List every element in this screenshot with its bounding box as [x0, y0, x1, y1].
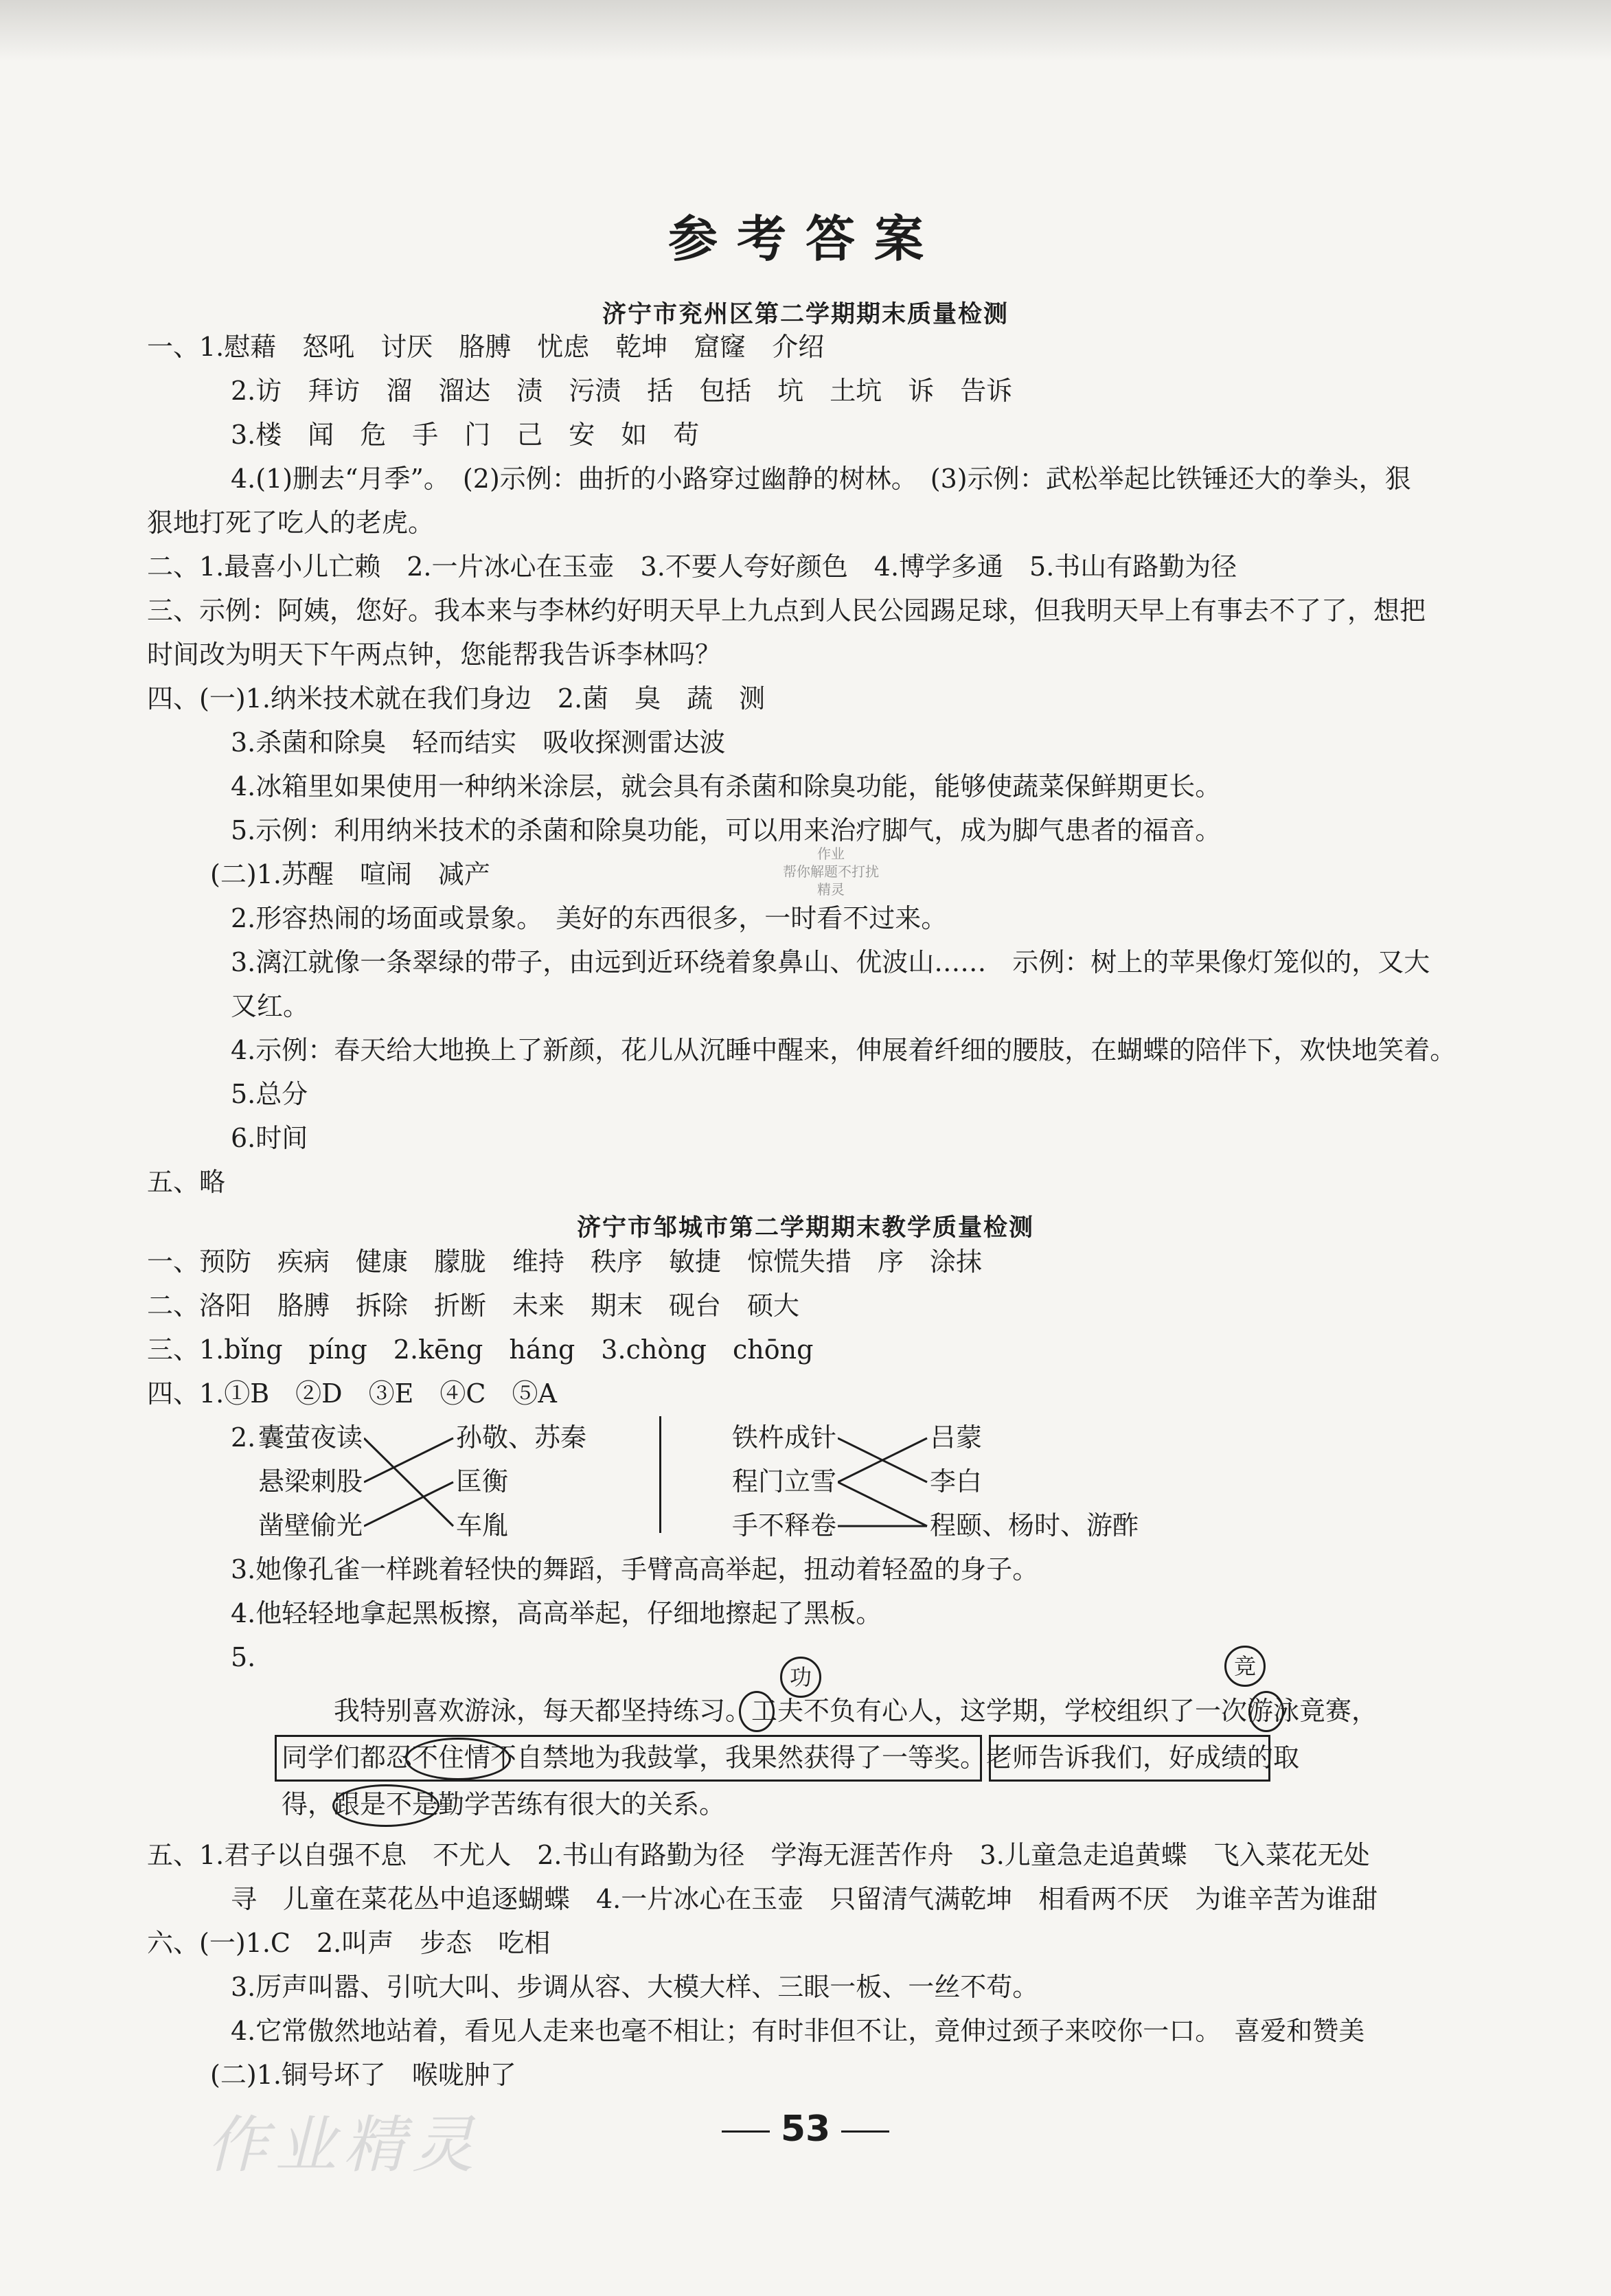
answer-line: 四、1.①B ②D ③E ④C ⑤A: [147, 1378, 557, 1409]
deletion-box: [989, 1735, 1270, 1782]
answer-line: 一、预防 疾病 健康 朦胧 维持 秩序 敏捷 惊慌失措 序 涂抹: [147, 1247, 983, 1277]
answer-line: 一、1.慰藉 怒吼 讨厌 胳膊 忧虑 乾坤 窟窿 介绍: [147, 332, 825, 362]
matching-right-target: 程颐、杨时、游酢: [930, 1510, 1139, 1541]
page-title: 参考答案: [667, 209, 943, 268]
section-heading-yanzhou: 济宁市兖州区第二学期期末质量检测: [602, 300, 1009, 328]
answer-line: 六、(一)1.C 2.叫声 步态 吃相: [147, 1928, 551, 1958]
matching-right-target: 李白: [930, 1466, 983, 1497]
section-heading-zoucheng: 济宁市邹城市第二学期期末教学质量检测: [576, 1214, 1034, 1242]
matching-right-target: 吕蒙: [930, 1422, 983, 1453]
error-circle: [739, 1691, 775, 1732]
answer-line: 4.他轻轻地拿起黑板擦，高高举起，仔细地擦起了黑板。: [231, 1598, 882, 1628]
error-circle: [405, 1738, 511, 1780]
answer-line: (二)1.苏醒 喧闹 减产: [210, 859, 490, 889]
scan-shadow: [0, 0, 1611, 62]
answer-line: 4.示例：春天给大地换上了新颜，花儿从沉睡中醒来，伸展着纤细的腰肢，在蝴蝶的陪伴下，欢快地笑着。: [231, 1035, 1456, 1065]
answer-line: 五、1.君子以自强不息 不尤人 2.书山有路勤为径 学海无涯苦作舟 3.儿童急走追黄蝶 飞入菜花无处: [147, 1840, 1370, 1870]
answer-line: 狠地打死了吃人的老虎。: [147, 508, 435, 538]
answer-line: 三、1.bǐng píng 2.kēng háng 3.chòng chōng: [147, 1334, 814, 1365]
matching-right-item: 程门立雪: [732, 1466, 837, 1497]
answer-line: (二)1.铜号坏了 喉咙肿了: [210, 2060, 516, 2090]
answer-line: 寻 儿童在菜花丛中追逐蝴蝶 4.一片冰心在玉壶 只留清气满乾坤 相看两不厌 为谁辛苦为谁甜: [231, 1884, 1378, 1914]
matching-divider: [659, 1416, 661, 1533]
error-circle: [332, 1784, 439, 1827]
deletion-box: [275, 1735, 982, 1782]
answer-line: 5.总分: [231, 1079, 308, 1109]
paragraph-line: 得，跟是不是勤学苦练有很大的关系。: [282, 1789, 726, 1819]
paragraph-line: 同学们都忍不住情不自禁地为我鼓掌，我果然获得了一等奖。老师告诉我们，好成绩的取: [282, 1742, 1300, 1773]
match-line: [364, 1438, 453, 1482]
matching-right-item: 手不释卷: [732, 1510, 837, 1541]
answer-line: 3.楼 闻 危 手 门 己 安 如 苟: [231, 420, 700, 450]
matching-left-item: 悬梁刺股: [258, 1466, 363, 1497]
answer-line: 二、洛阳 胳膊 拆除 折断 未来 期末 砚台 硕大: [147, 1291, 800, 1321]
match-line: [364, 1438, 453, 1526]
answer-line: 4.(1)删去“月季”。 (2)示例：曲折的小路穿过幽静的树林。 (3)示例：武松举起比铁锤还大的拳头，狠: [231, 464, 1411, 494]
page-number: 53: [0, 2109, 1611, 2150]
paragraph-line: 我特别喜欢游泳，每天都坚持练习。工夫不负有心人，这学期，学校组织了一次游泳竟赛，: [334, 1696, 1378, 1726]
answer-line: 四、(一)1.纳米技术就在我们身边 2.菌 臭 蔬 测: [147, 683, 766, 714]
answer-line: 2.访 拜访 溜 溜达 渍 污渍 括 包括 坑 土坑 诉 告诉: [231, 376, 1013, 406]
answer-line: 2.形容热闹的场面或景象。 美好的东西很多，一时看不过来。: [231, 903, 948, 933]
answer-line: 5.示例：利用纳米技术的杀菌和除臭功能，可以用来治疗脚气，成为脚气患者的福音。: [231, 815, 1222, 845]
answer-line: 4.它常傲然地站着，看见人走来也毫不相让；有时非但不让，竟伸过颈子来咬你一口。 喜爱和赞美: [231, 2016, 1365, 2046]
matching-left-item: 凿壁偷光: [258, 1510, 363, 1541]
answer-line: 3.杀菌和除臭 轻而结实 吸收探测雷达波: [231, 727, 726, 758]
answer-line: 3.她像孔雀一样跳着轻快的舞蹈，手臂高高举起，扭动着轻盈的身子。: [231, 1554, 1039, 1584]
answer-line: 4.冰箱里如果使用一种纳米涂层，就会具有杀菌和除臭功能，能够使蔬菜保鲜期更长。: [231, 771, 1222, 802]
matching-left-target: 匡衡: [456, 1466, 509, 1497]
matching-lines-left: [364, 1424, 460, 1541]
matching-lines-right: [838, 1424, 934, 1541]
matching-left-target: 车胤: [456, 1510, 509, 1541]
answer-line: 5.: [231, 1642, 256, 1672]
answer-line: 3.漓江就像一条翠绿的带子，由远到近环绕着象鼻山、优波山…… 示例：树上的苹果像灯笼似的，又大: [231, 947, 1430, 977]
answer-line: 3.厉声叫嚣、引吭大叫、步调从容、大模大样、三眼一板、一丝不苟。: [231, 1972, 1039, 2002]
match-line: [838, 1482, 927, 1526]
matching-left-item: 囊萤夜读: [258, 1422, 363, 1453]
match-line: [364, 1482, 453, 1526]
watermark-logo: 作业精灵: [206, 2109, 481, 2181]
correction-mark: 竞: [1224, 1646, 1266, 1687]
correction-mark: 功: [780, 1657, 821, 1698]
answer-line: 又红。: [231, 991, 310, 1021]
answer-line: 二、1.最喜小儿亡赖 2.一片冰心在玉壶 3.不要人夸好颜色 4.博学多通 5.书山有路勤为径: [147, 552, 1237, 582]
error-circle: [1248, 1691, 1284, 1732]
answer-line: 时间改为明天下午两点钟，您能帮我告诉李林吗？: [147, 639, 722, 670]
answer-line: 6.时间: [231, 1123, 308, 1153]
watermark-stamp: 作业 帮你解题不打扰 精灵: [783, 845, 879, 898]
matching-left-target: 孙敬、苏秦: [456, 1422, 587, 1453]
matching-right-item: 铁杵成针: [732, 1422, 837, 1453]
matching-prefix: 2.: [231, 1422, 256, 1453]
answer-line: 三、示例：阿姨，您好。我本来与李林约好明天早上九点到人民公园踢足球，但我明天早上有事去不了了，想把: [147, 595, 1426, 626]
answer-line: 五、略: [147, 1167, 226, 1197]
